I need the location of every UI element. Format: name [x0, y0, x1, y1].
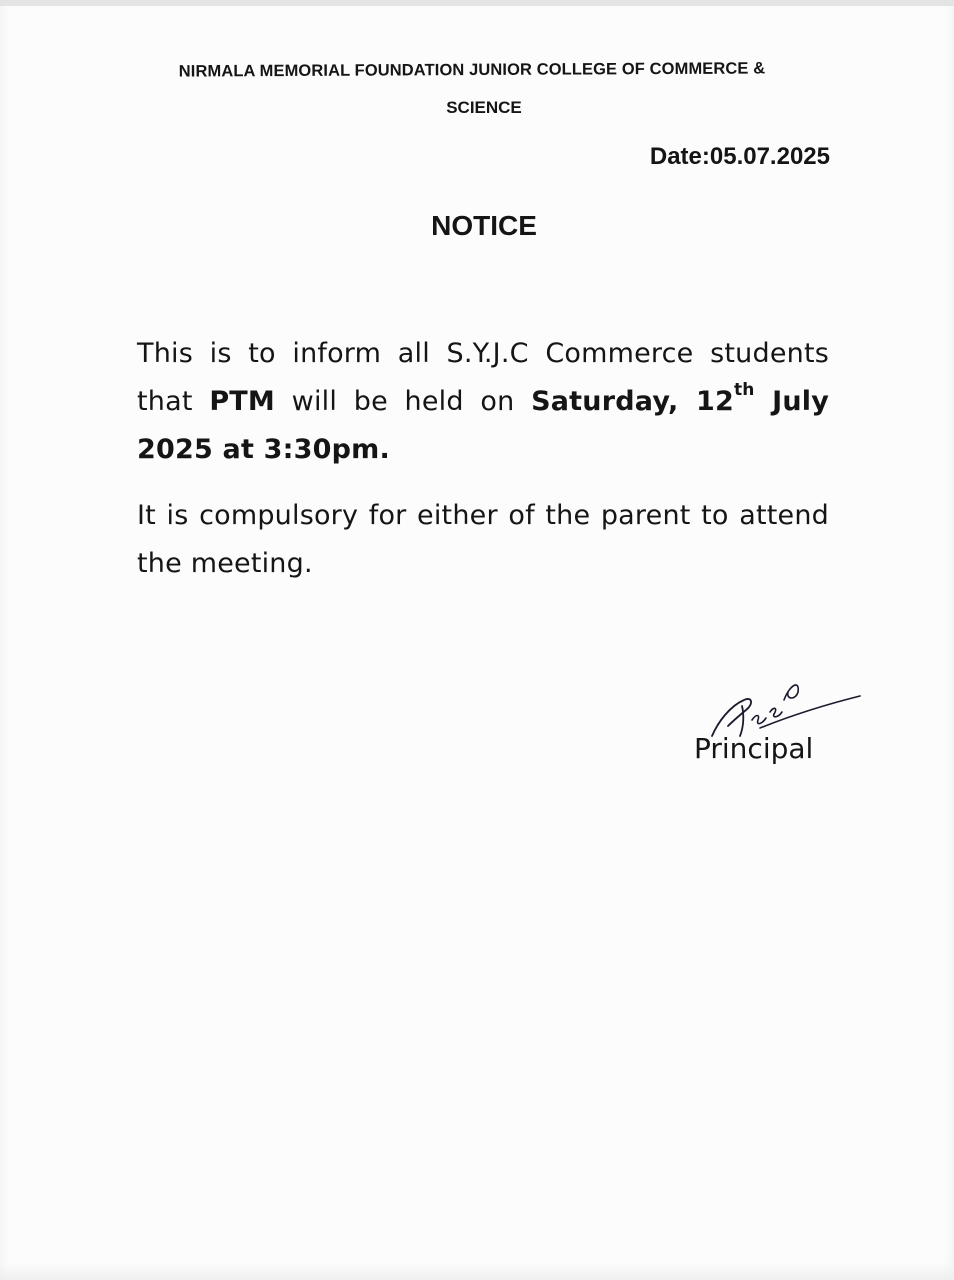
notice-paragraph-2: It is compulsory for either of the parent to attend the meeting.	[137, 500, 829, 579]
meeting-day-text: Saturday, 12	[531, 386, 734, 417]
ordinal-suffix: th	[733, 380, 755, 400]
notice-title: NOTICE	[431, 210, 537, 241]
ptm-text: PTM	[209, 386, 275, 417]
paragraph-text: will be held on	[275, 386, 532, 417]
notice-date: Date:05.07.2025	[649, 143, 830, 170]
meeting-time-text: July 2025 at 3:30pm.	[137, 386, 830, 465]
paragraph-text: This is to inform all S.Y.J.C Commerce students that	[137, 338, 829, 417]
institution-name: NIRMALA MEMORIAL FOUNDATION JUNIOR COLLEGE OF COMMERCE &	[178, 59, 766, 81]
notice-paragraph-1	[137, 330, 829, 474]
signatory-title: Principal	[694, 732, 814, 765]
institution-name-continued: SCIENCE	[446, 98, 522, 117]
